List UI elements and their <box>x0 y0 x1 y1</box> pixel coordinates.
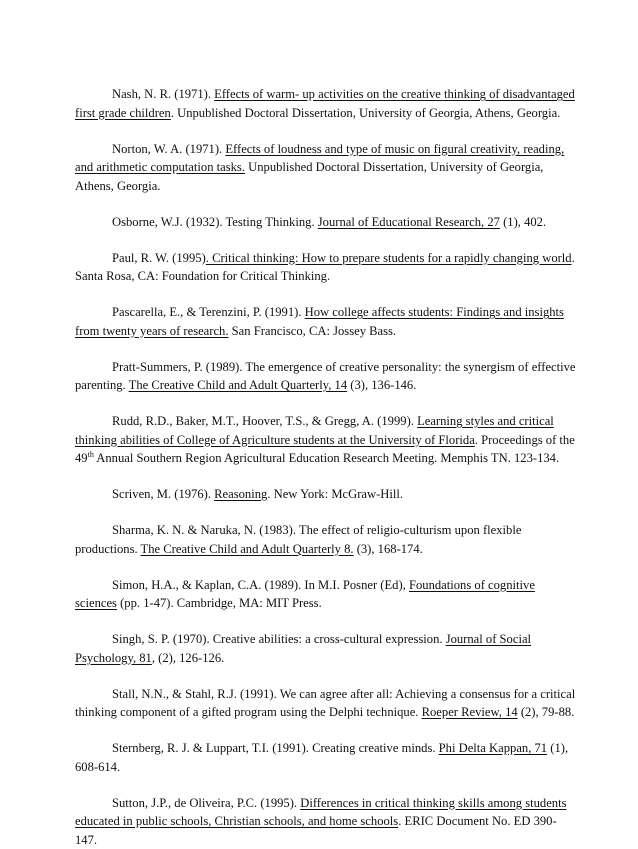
underlined-title: The Creative Child and Adult Quarterly, 14 <box>129 378 347 392</box>
reference-text: Pascarella, E., & Terenzini, P. (1991). <box>112 305 305 319</box>
reference-text: Annual Southern Region Agricultural Education Research Meeting. Memphis TN. 123-134. <box>94 451 559 465</box>
reference-text: . Santa Rosa, CA: Foundation for Critical Thinking. <box>75 251 575 284</box>
superscript-text: th <box>88 450 94 459</box>
underlined-title: How college affects students: Findings and insights from twenty years of research. <box>75 305 564 338</box>
reference-entry <box>75 358 578 395</box>
reference-entry <box>75 85 578 122</box>
reference-text: Unpublished Doctoral Dissertation, University of Georgia, Athens, Georgia. <box>75 160 543 193</box>
underlined-title: Foundations of cognitive sciences <box>75 578 535 611</box>
reference-entry <box>75 630 578 667</box>
underlined-title: Journal of Educational Research, 27 <box>318 215 500 229</box>
underlined-title: Learning styles and critical thinking abilities of College of Agriculture students at the University of Florida <box>75 414 554 447</box>
reference-text: (3), 168-174. <box>354 542 423 556</box>
underlined-title: Reasoning <box>214 487 267 501</box>
reference-entry <box>75 485 578 504</box>
reference-text: Pratt-Summers, P. (1989). The emergence of creative personality: the synergism of effective parenting. <box>75 360 576 393</box>
reference-text: Scriven, M. (1976). <box>112 487 214 501</box>
underlined-title: Differences in critical thinking skills among students educated in public schools, Christian schools, and home schools <box>75 796 567 829</box>
reference-entry <box>75 794 578 849</box>
reference-text: (2), 79-88. <box>518 705 575 719</box>
reference-text: Sutton, J.P., de Oliveira, P.C. (1995). <box>112 796 300 810</box>
reference-list <box>75 85 578 849</box>
underlined-title: Roeper Review, 14 <box>422 705 518 719</box>
reference-text: (3), 136-146. <box>347 378 416 392</box>
reference-entry <box>75 249 578 286</box>
underlined-title: . Critical thinking: How to prepare students for a rapidly changing world <box>206 251 572 265</box>
reference-text: (pp. 1-47). Cambridge, MA: MIT Press. <box>117 596 322 610</box>
reference-text: Paul, R. W. (1995) <box>112 251 206 265</box>
reference-entry <box>75 521 578 558</box>
underlined-title: Journal of Social Psychology, 81 <box>75 632 531 665</box>
underlined-title: Effects of warm- up activities on the creative thinking of disadvantaged first grade children <box>75 87 575 120</box>
reference-text: Singh, S. P. (1970). Creative abilities: a cross-cultural expression. <box>112 632 446 646</box>
reference-text: (1), 402. <box>500 215 546 229</box>
reference-text: Stall, N.N., & Stahl, R.J. (1991). We can agree after all: Achieving a consensus for a critical thinking component of a gifted program using the Delphi technique. <box>75 687 575 720</box>
reference-entry <box>75 140 578 196</box>
reference-text: Sharma, K. N. & Naruka, N. (1983). The effect of religio-culturism upon flexible productions. <box>75 523 521 556</box>
reference-text: Nash, N. R. (1971). <box>112 87 214 101</box>
reference-text: San Francisco, CA: Jossey Bass. <box>229 324 397 338</box>
reference-text: . Unpublished Doctoral Dissertation, University of Georgia, Athens, Georgia. <box>171 106 561 120</box>
reference-entry <box>75 576 578 613</box>
reference-text: . Proceedings of the 49 <box>75 433 575 466</box>
reference-text: Osborne, W.J. (1932). Testing Thinking. <box>112 215 318 229</box>
reference-text: (1), 608-614. <box>75 741 568 774</box>
reference-text: Norton, W. A. (1971). <box>112 142 225 156</box>
reference-entry <box>75 213 578 232</box>
reference-entry <box>75 303 578 340</box>
underlined-title: Phi Delta Kappan, 71 <box>439 741 547 755</box>
reference-entry <box>75 685 578 722</box>
reference-text: Sternberg, R. J. & Luppart, T.I. (1991). Creating creative minds. <box>112 741 439 755</box>
underlined-title: Effects of loudness and type of music on figural creativity, reading, and arithmetic computation tasks. <box>75 142 564 175</box>
reference-text: Rudd, R.D., Baker, M.T., Hoover, T.S., & Gregg, A. (1999). <box>112 414 417 428</box>
underlined-title: The Creative Child and Adult Quarterly 8. <box>141 542 354 556</box>
reference-text: . New York: McGraw-Hill. <box>267 487 403 501</box>
reference-text: , (2), 126-126. <box>152 651 224 665</box>
reference-text: . ERIC Document No. ED 390-147. <box>75 814 557 847</box>
reference-text: Simon, H.A., & Kaplan, C.A. (1989). In M.I. Posner (Ed), <box>112 578 409 592</box>
reference-entry <box>75 412 578 468</box>
reference-entry <box>75 739 578 776</box>
